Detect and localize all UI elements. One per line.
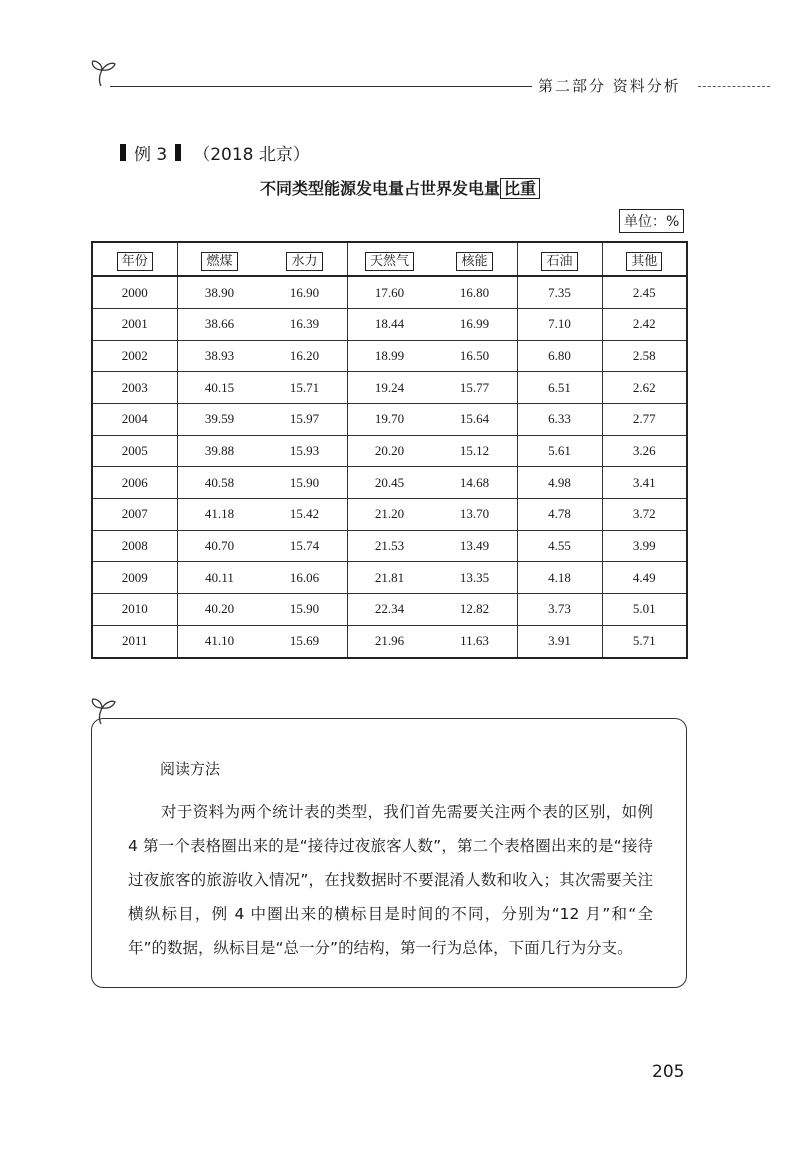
table-cell: 15.74 xyxy=(262,530,347,562)
table-cell: 38.93 xyxy=(177,340,262,372)
table-cell: 15.12 xyxy=(432,435,517,467)
table-cell: 3.99 xyxy=(602,530,687,562)
table-cell: 40.58 xyxy=(177,467,262,499)
table-cell: 4.98 xyxy=(517,467,602,499)
note-body: 对于资料为两个统计表的类型，我们首先需要关注两个表的区别，如例 4 第一个表格圈出来的是“接待过夜旅客人数”，第二个表格圈出来的是“接待过夜旅客的旅游收入情况”，在找数据时不要混淆人数和收入；其次需要关注横纵标目，例 4 中圈出来的横标目是时间的不同，分别为“12 月”和“全年”的数据，纵标目是“总一分”的结构，第一行为总体，下面几行为分支。 xyxy=(128,803,653,957)
table-cell: 40.15 xyxy=(177,372,262,404)
header-dash-rule xyxy=(698,86,770,87)
table-title xyxy=(0,176,800,199)
table-row xyxy=(92,404,687,436)
header-cell: 燃煤 xyxy=(177,242,262,276)
table-cell: 15.64 xyxy=(432,404,517,436)
header-cell: 天然气 xyxy=(347,242,432,276)
table-cell: 16.80 xyxy=(432,276,517,309)
table-cell: 16.20 xyxy=(262,340,347,372)
header-cell: 核能 xyxy=(432,242,517,276)
table-row xyxy=(92,435,687,467)
header-cell: 其他 xyxy=(602,242,687,276)
table-body xyxy=(92,276,687,658)
table-cell: 12.82 xyxy=(432,594,517,626)
table-cell: 16.99 xyxy=(432,309,517,341)
table-cell: 2.45 xyxy=(602,276,687,309)
table-cell: 15.90 xyxy=(262,467,347,499)
table-cell: 6.80 xyxy=(517,340,602,372)
table-cell: 15.97 xyxy=(262,404,347,436)
example-bar-left xyxy=(120,144,126,161)
table-cell: 21.81 xyxy=(347,562,432,594)
table-cell: 20.45 xyxy=(347,467,432,499)
table-cell: 19.24 xyxy=(347,372,432,404)
table-cell: 17.60 xyxy=(347,276,432,309)
table-cell: 15.42 xyxy=(262,499,347,531)
table-cell: 6.33 xyxy=(517,404,602,436)
sprout-icon xyxy=(88,56,118,90)
table-cell: 15.93 xyxy=(262,435,347,467)
table-cell: 11.63 xyxy=(432,625,517,658)
table-cell: 2.42 xyxy=(602,309,687,341)
table-row xyxy=(92,276,687,309)
table-cell: 5.71 xyxy=(602,625,687,658)
table-cell: 41.18 xyxy=(177,499,262,531)
example-label: 例 3 xyxy=(134,145,168,165)
table-cell: 13.35 xyxy=(432,562,517,594)
table-row xyxy=(92,562,687,594)
table-cell: 3.73 xyxy=(517,594,602,626)
table-cell: 2000 xyxy=(92,276,177,309)
page-number: 205 xyxy=(652,1062,685,1082)
table-cell: 3.91 xyxy=(517,625,602,658)
table-cell: 4.49 xyxy=(602,562,687,594)
table-cell: 7.35 xyxy=(517,276,602,309)
header-cell: 水力 xyxy=(262,242,347,276)
table-title-boxed: 比重 xyxy=(500,178,540,199)
table-title-main: 不同类型能源发电量占世界发电量 xyxy=(259,179,500,198)
table-cell: 2.62 xyxy=(602,372,687,404)
table-row xyxy=(92,309,687,341)
table-cell: 39.88 xyxy=(177,435,262,467)
table-cell: 3.72 xyxy=(602,499,687,531)
table-cell: 2006 xyxy=(92,467,177,499)
table-cell: 2010 xyxy=(92,594,177,626)
table-cell: 6.51 xyxy=(517,372,602,404)
table-cell: 22.34 xyxy=(347,594,432,626)
table-cell: 3.26 xyxy=(602,435,687,467)
example-heading xyxy=(120,140,310,165)
table-cell: 21.20 xyxy=(347,499,432,531)
note-title: 阅读方法 xyxy=(160,760,221,778)
table-cell: 2.77 xyxy=(602,404,687,436)
table-cell: 40.70 xyxy=(177,530,262,562)
table-cell: 20.20 xyxy=(347,435,432,467)
table-cell: 38.66 xyxy=(177,309,262,341)
table-cell: 4.55 xyxy=(517,530,602,562)
table-row xyxy=(92,499,687,531)
table-cell: 15.77 xyxy=(432,372,517,404)
table-cell: 2002 xyxy=(92,340,177,372)
table-cell: 21.96 xyxy=(347,625,432,658)
section-title: 第二部分 资料分析 xyxy=(538,77,681,95)
table-header-row xyxy=(92,242,687,276)
table-cell: 4.78 xyxy=(517,499,602,531)
table-cell: 2011 xyxy=(92,625,177,658)
table-cell: 3.41 xyxy=(602,467,687,499)
table-cell: 7.10 xyxy=(517,309,602,341)
example-bar-right xyxy=(175,144,181,161)
table-cell: 4.18 xyxy=(517,562,602,594)
table-cell: 5.01 xyxy=(602,594,687,626)
table-cell: 15.71 xyxy=(262,372,347,404)
table-row xyxy=(92,530,687,562)
header-rule xyxy=(110,86,532,87)
table-row xyxy=(92,594,687,626)
table-cell: 15.90 xyxy=(262,594,347,626)
energy-share-table xyxy=(91,241,688,659)
table-cell: 15.69 xyxy=(262,625,347,658)
table-row xyxy=(92,625,687,658)
table-cell: 39.59 xyxy=(177,404,262,436)
table-cell: 16.39 xyxy=(262,309,347,341)
table-cell: 13.70 xyxy=(432,499,517,531)
table-cell: 16.06 xyxy=(262,562,347,594)
table-cell: 40.20 xyxy=(177,594,262,626)
table-cell: 2001 xyxy=(92,309,177,341)
table-cell: 18.44 xyxy=(347,309,432,341)
table-cell: 2.58 xyxy=(602,340,687,372)
table-cell: 40.11 xyxy=(177,562,262,594)
header-cell: 石油 xyxy=(517,242,602,276)
table-row xyxy=(92,340,687,372)
table-cell: 2009 xyxy=(92,562,177,594)
table-cell: 2005 xyxy=(92,435,177,467)
table-cell: 5.61 xyxy=(517,435,602,467)
example-source: （2018 北京） xyxy=(193,145,310,165)
table-cell: 18.99 xyxy=(347,340,432,372)
table-cell: 13.49 xyxy=(432,530,517,562)
table-cell: 2003 xyxy=(92,372,177,404)
table-row xyxy=(92,372,687,404)
table-cell: 14.68 xyxy=(432,467,517,499)
table-cell: 21.53 xyxy=(347,530,432,562)
table-cell: 16.50 xyxy=(432,340,517,372)
table-cell: 19.70 xyxy=(347,404,432,436)
header-cell: 年份 xyxy=(92,242,177,276)
table-cell: 2007 xyxy=(92,499,177,531)
table-cell: 41.10 xyxy=(177,625,262,658)
table-cell: 16.90 xyxy=(262,276,347,309)
table-cell: 2004 xyxy=(92,404,177,436)
table-row xyxy=(92,467,687,499)
unit-label: 单位：% xyxy=(619,209,684,233)
table-cell: 38.90 xyxy=(177,276,262,309)
table-cell: 2008 xyxy=(92,530,177,562)
